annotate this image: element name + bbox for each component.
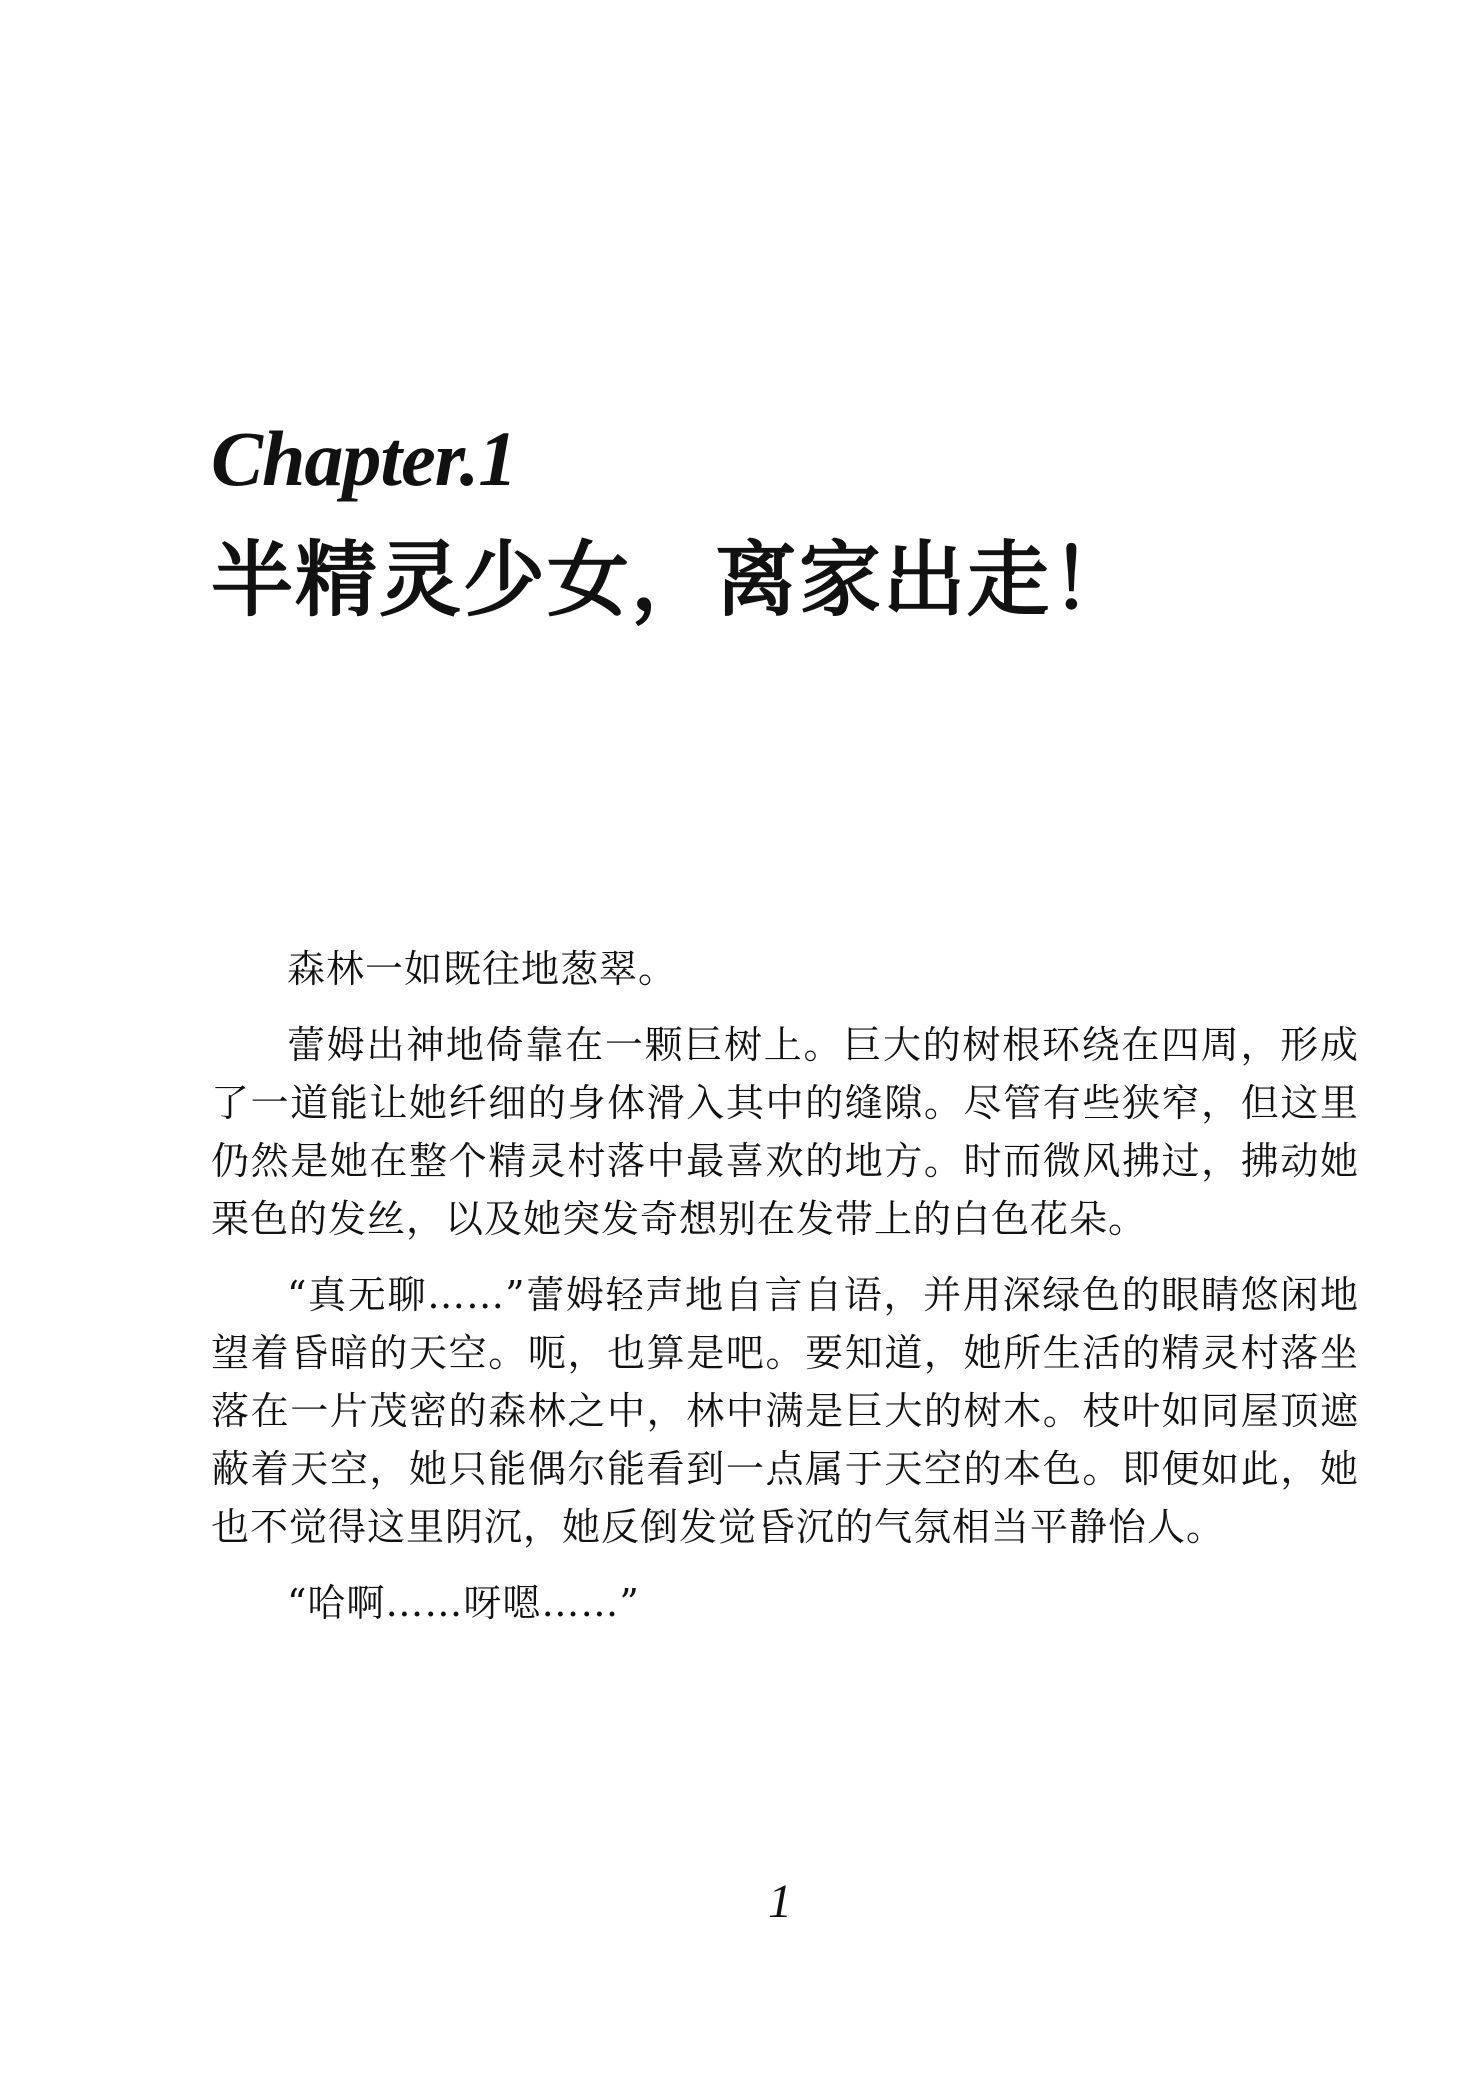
chapter-body xyxy=(211,940,1359,1650)
paragraph: 蕾姆出神地倚靠在一颗巨树上。巨大的树根环绕在四周，形成了一道能让她纤细的身体滑入其中的缝隙。尽管有些狭窄，但这里仍然是她在整个精灵村落中最喜欢的地方。时而微风拂过，拂动她栗色的发丝，以及她突发奇想别在发带上的白色花朵。 xyxy=(211,1023,1359,1241)
chapter-label: Chapter.1 xyxy=(211,415,517,502)
page-number: 1 xyxy=(768,1875,792,1928)
paragraph: 森林一如既往地葱翠。 xyxy=(287,947,678,991)
paragraph: “哈啊……呀嗯……” xyxy=(287,1581,640,1625)
paragraph: “真无聊……”蕾姆轻声地自言自语，并用深绿色的眼睛悠闲地望着昏暗的天空。呃，也算是吧。要知道，她所生活的精灵村落坐落在一片茂密的森林之中，林中满是巨大的树木。枝叶如同屋顶遮蔽着天空，她只能偶尔能看到一点属于天空的本色。即便如此，她也不觉得这里阴沉，她反倒发觉昏沉的气氛相当平静怡人。 xyxy=(211,1273,1359,1549)
chapter-title: 半精灵少女，离家出走！ xyxy=(211,533,1136,628)
